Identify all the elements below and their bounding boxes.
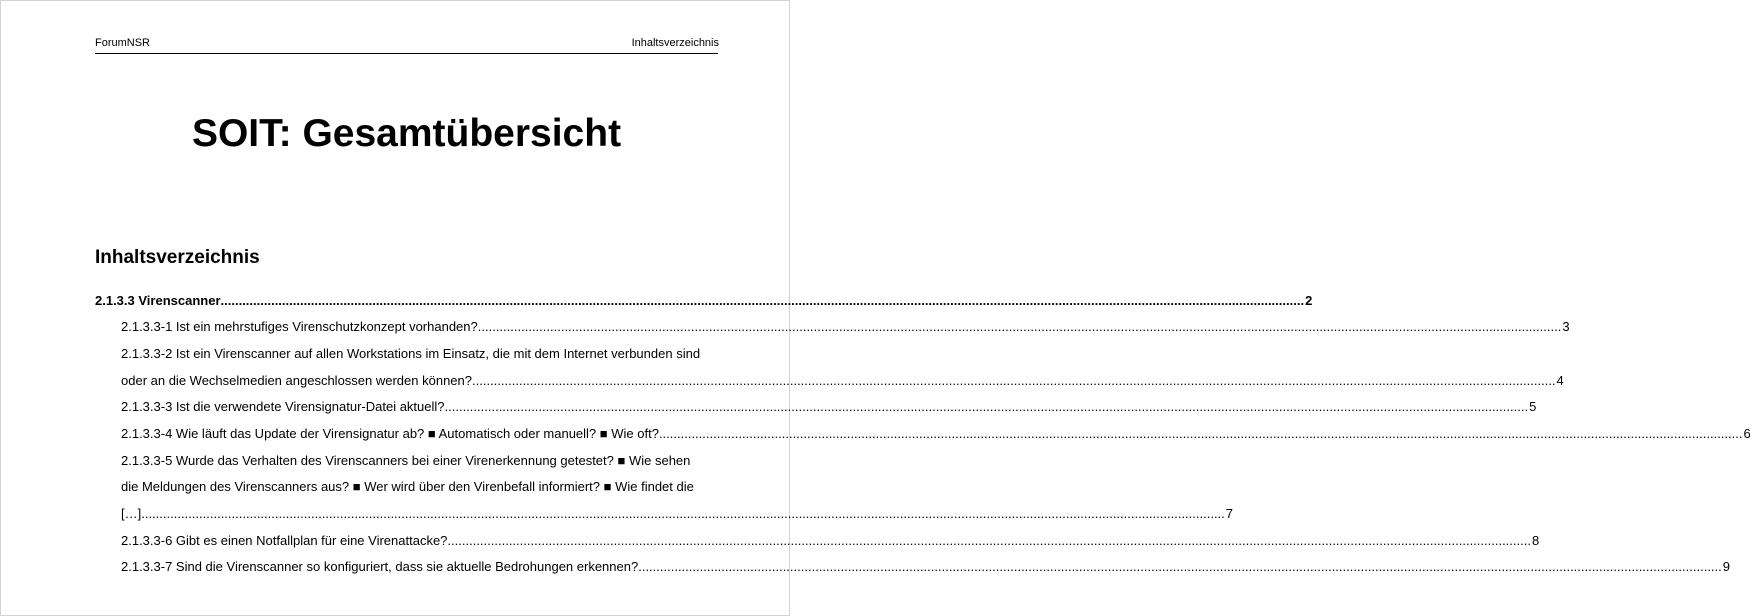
toc-entry-6[interactable] — [121, 531, 1540, 551]
header-divider — [95, 53, 718, 54]
toc-entry-page: 3 — [1562, 319, 1570, 334]
toc-entry-5-line-3[interactable] — [121, 504, 1234, 524]
toc-entry-label: oder an die Wechselmedien angeschlossen werden können? — [121, 373, 472, 388]
toc-leader-dots: ............................................................................................................................................................................................................................................................................................................ — [141, 506, 1225, 521]
toc-entry-label: 2.1.3.3-7 Sind die Virenscanner so konfiguriert, dass sie aktuelle Bedrohungen erkennen? — [121, 559, 639, 574]
toc-heading: Inhaltsverzeichnis — [95, 247, 260, 268]
toc-leader-dots: ............................................................................................................................................................................................................................................................................................................ — [658, 426, 1743, 441]
header-org-name: ForumNSR — [95, 37, 151, 49]
toc-entry-page: 5 — [1529, 399, 1537, 414]
toc-entry-label: 2.1.3.3-2 Ist ein Virenscanner auf allen Workstations im Einsatz, die mit dem Internet verbunden sind — [121, 346, 701, 361]
toc-entry-5-line-1[interactable] — [121, 451, 718, 471]
toc-entry-2-line-2[interactable] — [121, 371, 1564, 391]
toc-leader-dots: ............................................................................................................................................................................................................................................................................................................ — [477, 319, 1562, 334]
toc-leader-dots: ............................................................................................................................................................................................................................................................................................................ — [220, 293, 1305, 308]
toc-entry-page: 4 — [1556, 373, 1564, 388]
toc-entry-label: 2.1.3.3-5 Wurde das Verhalten des Virenscanners bei einer Virenerkennung getestet? ■ Wie sehen — [121, 453, 691, 468]
toc-entry-label: 2.1.3.3-1 Ist ein mehrstufiges Virenschutzkonzept vorhanden? — [121, 319, 478, 334]
header-section-name: Inhaltsverzeichnis — [631, 37, 719, 49]
page-title: SOIT: Gesamtübersicht — [191, 112, 622, 155]
toc-entry-4[interactable] — [121, 424, 1751, 444]
toc-leader-dots: ............................................................................................................................................................................................................................................................................................................ — [447, 533, 1531, 548]
toc-leader-dots: ............................................................................................................................................................................................................................................................................................................ — [472, 373, 1556, 388]
toc-entry-label: […] — [121, 506, 142, 521]
toc-entry-5-line-2[interactable] — [121, 477, 718, 497]
toc-entry-1[interactable] — [121, 317, 1570, 337]
toc-entry-page: 9 — [1722, 559, 1730, 574]
toc-entry-label: 2.1.3.3 Virenscanner — [95, 293, 221, 308]
toc-entry-2-line-1[interactable] — [121, 344, 718, 364]
toc-entry-virenscanner[interactable] — [95, 291, 1313, 311]
toc-entry-page: 2 — [1305, 293, 1313, 308]
toc-leader-dots: ............................................................................................................................................................................................................................................................................................................ — [444, 399, 1529, 414]
toc-leader-dots: ............................................................................................................................................................................................................................................................................................................ — [638, 559, 1722, 574]
toc-entry-3[interactable] — [121, 397, 1537, 417]
toc-entry-page: 6 — [1743, 426, 1751, 441]
toc-entry-label: 2.1.3.3-4 Wie läuft das Update der Virensignatur ab? ■ Automatisch oder manuell? ■ Wie oft? — [121, 426, 659, 441]
toc-entry-7[interactable] — [121, 557, 1730, 577]
toc-entry-page: 7 — [1225, 506, 1234, 521]
toc-entry-label: 2.1.3.3-6 Gibt es einen Notfallplan für eine Virenattacke? — [121, 533, 448, 548]
toc-entry-label: die Meldungen des Virenscanners aus? ■ Wer wird über den Virenbefall informiert? ■ Wie findet die — [121, 479, 694, 494]
toc-entry-label: 2.1.3.3-3 Ist die verwendete Virensignatur-Datei aktuell? — [121, 399, 445, 414]
toc-entry-page: 8 — [1531, 533, 1540, 548]
